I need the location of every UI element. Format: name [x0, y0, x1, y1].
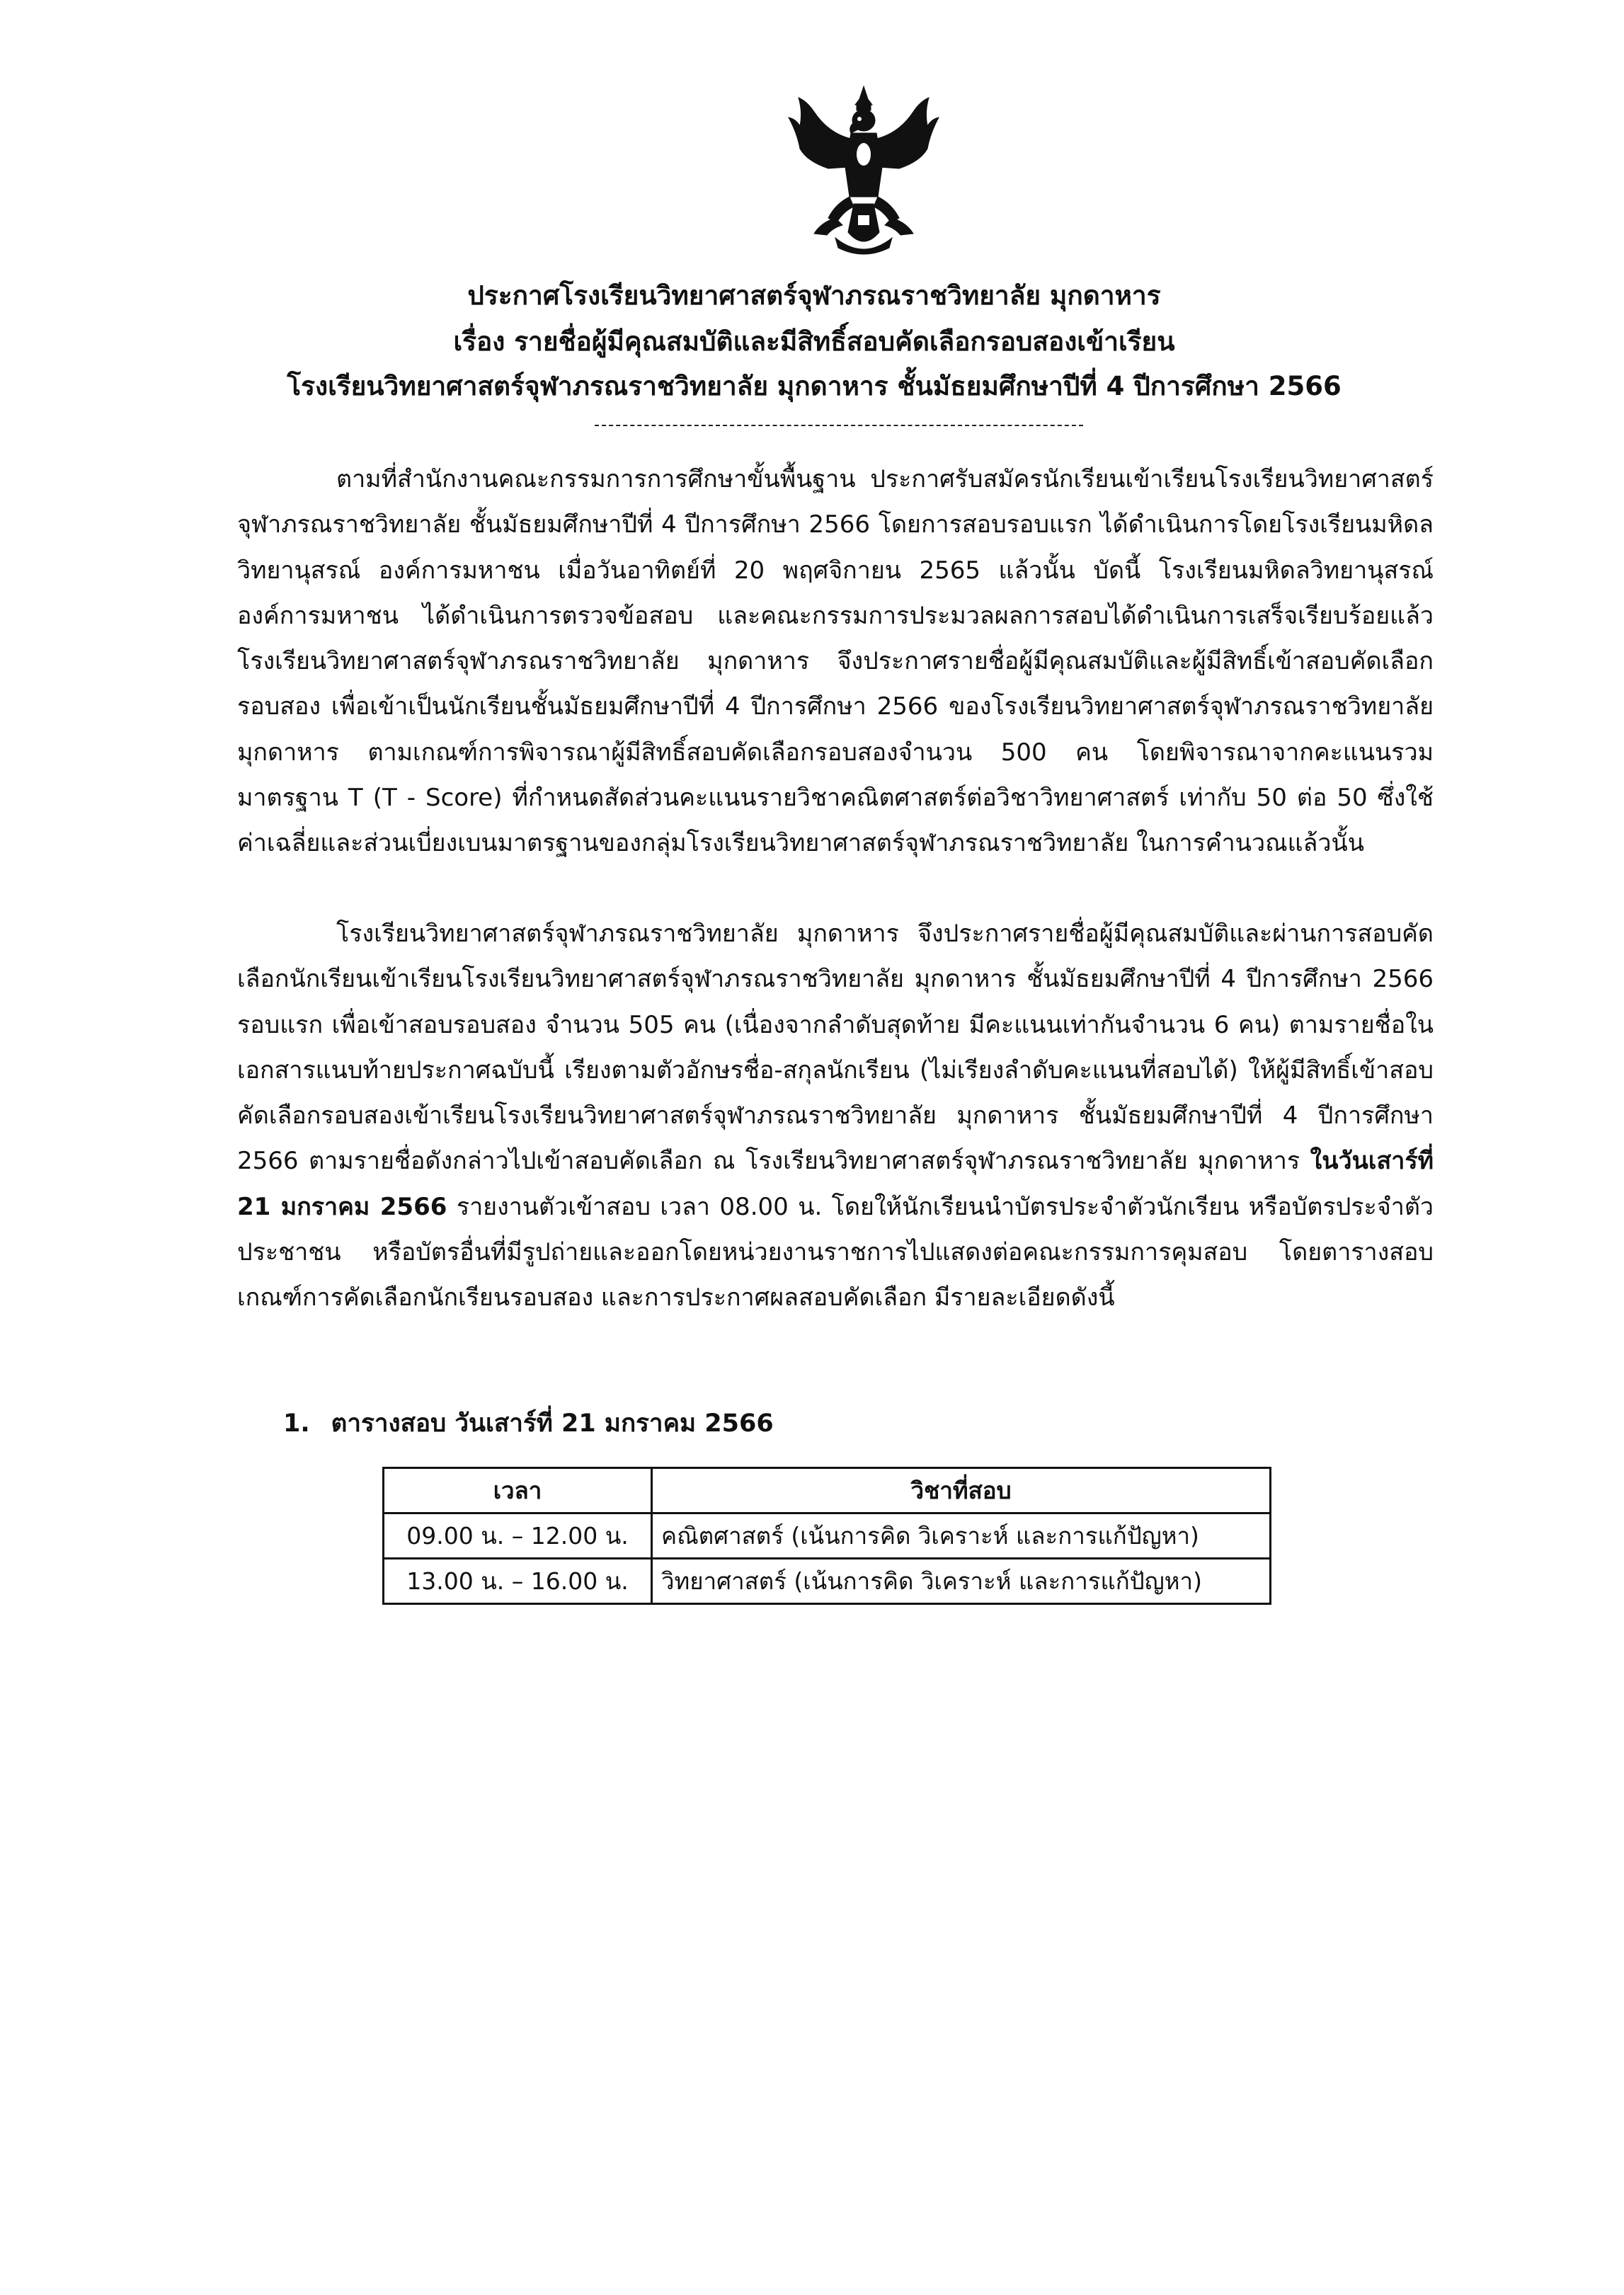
paragraph-2-text-a: โรงเรียนวิทยาศาสตร์จุฬาภรณราชวิทยาลัย มุกดาหาร จึงประกาศรายชื่อผู้มีคุณสมบัติและผ่านการสอบคัดเลือกนักเรียนเข้าเรียนโรงเรียนวิทยาศาสตร์จุฬาภรณราชวิทยาลัย มุกดาหาร ชั้นมัธยมศึกษาปีที่ 4 ปีการศึกษา 2566 รอบแรก เพื่อเข้าสอบรอบสอง จำนวน 505 คน (เนื่องจากลำดับสุดท้าย มีคะแนนเท่ากันจำนวน 6 คน) ตามรายชื่อในเอกสารแนบท้ายประกาศฉบับนี้ เรียงตามตัวอักษรชื่อ-สกุลนักเรียน (ไม่เรียงลำดับคะแนนที่สอบได้) ให้ผู้มีสิทธิ์เข้าสอบคัดเลือกรอบสองเข้าเรียนโรงเรียนวิทยาศาสตร์จุฬาภรณราชวิทยาลัย มุกดาหาร ชั้นมัธยมศึกษาปีที่ 4 ปีการศึกษา 2566 ตามรายชื่อดังกล่าวไปเข้าสอบคัดเลือก ณ โรงเรียนวิทยาศาสตร์จุฬาภรณราชวิทยาลัย มุกดาหาร: [237, 920, 1434, 1176]
announcement-school-level: โรงเรียนวิทยาศาสตร์จุฬาภรณราชวิทยาลัย มุกดาหาร ชั้นมัธยมศึกษาปีที่ 4 ปีการศึกษา 2566: [287, 371, 1342, 401]
header-time: เวลา: [384, 1468, 652, 1513]
announcement-subject: เรื่อง รายชื่อผู้มีคุณสมบัติและมีสิทธิ์สอบคัดเลือกรอบสองเข้าเรียน: [453, 326, 1175, 357]
row-time: 13.00 น. – 16.00 น.: [384, 1559, 652, 1604]
body-paragraph-1: ตามที่สำนักงานคณะกรรมการการศึกษาขั้นพื้นฐาน ประกาศรับสมัครนักเรียนเข้าเรียนโรงเรียนวิทยาศาสตร์จุฬาภรณราชวิทยาลัย ชั้นมัธยมศึกษาปีที่ 4 ปีการศึกษา 2566 โดยการสอบรอบแรก ได้ดำเนินการโดยโรงเรียนมหิดลวิทยานุสรณ์ องค์การมหาชน เมื่อวันอาทิตย์ที่ 20 พฤศจิกายน 2565 แล้วนั้น บัดนี้ โรงเรียนมหิดลวิทยานุสรณ์ องค์การมหาชน ได้ดำเนินการตรวจข้อสอบ และคณะกรรมการประมวลผลการสอบได้ดำเนินการเสร็จเรียบร้อยแล้ว โรงเรียนวิทยาศาสตร์จุฬาภรณราชวิทยาลัย มุกดาหาร จึงประกาศรายชื่อผู้มีคุณสมบัติและผู้มีสิทธิ์เข้าสอบคัดเลือกรอบสอง เพื่อเข้าเป็นนักเรียนชั้นมัธยมศึกษาปีที่ 4 ปีการศึกษา 2566 ของโรงเรียนวิทยาศาสตร์จุฬาภรณราชวิทยาลัย มุกดาหาร ตามเกณฑ์การพิจารณาผู้มีสิทธิ์สอบคัดเลือกรอบสองจำนวน 500 คน โดยพิจารณาจากคะแนนรวมมาตรฐาน T (T - Score) ที่กำหนดสัดส่วนคะแนนรายวิชาคณิตศาสตร์ต่อวิชาวิทยาศาสตร์ เท่ากับ 50 ต่อ 50 ซึ่งใช้ค่าเฉลี่ยและส่วนเบี่ยงเบนมาตรฐานของกลุ่มโรงเรียนวิทยาศาสตร์จุฬาภรณราชวิทยาลัย ในการคำนวณแล้วนั้น: [237, 465, 1434, 858]
table-row: [384, 1559, 1271, 1604]
section-1-title: ตารางสอบ วันเสาร์ที่ 21 มกราคม 2566: [331, 1409, 774, 1438]
table-row: [384, 1513, 1271, 1559]
header-subject: วิชาที่สอบ: [652, 1468, 1271, 1513]
exam-date-highlight: ในวันเสาร์ที่ 21 มกราคม 2566: [237, 1147, 1434, 1221]
body-paragraph-2: [237, 911, 1434, 1321]
row-subject: วิทยาศาสตร์ (เน้นการคิด วิเคราะห์ และการแก้ปัญหา): [652, 1559, 1271, 1604]
paragraph-2-text-b: รายงานตัวเข้าสอบ เวลา 08.00 น. โดยให้นักเรียนนำบัตรประจำตัวนักเรียน หรือบัตรประจำตัวประชาชน หรือบัตรอื่นที่มีรูปถ่ายและออกโดยหน่วยงานราชการไปแสดงต่อคณะกรรมการคุมสอบ โดยตารางสอบ เกณฑ์การคัดเลือกนักเรียนรอบสอง และการประกาศผลสอบคัดเลือก มีรายละเอียดดังนี้: [237, 1192, 1434, 1312]
heading-divider: [595, 425, 1083, 426]
garuda-emblem-icon: [786, 84, 942, 261]
section-1-number: 1.: [283, 1409, 310, 1438]
table-header-row: [384, 1468, 1271, 1513]
row-time: 09.00 น. – 12.00 น.: [384, 1513, 652, 1559]
announcement-title: ประกาศโรงเรียนวิทยาศาสตร์จุฬาภรณราชวิทยาลัย มุกดาหาร: [467, 280, 1161, 311]
row-subject: คณิตศาสตร์ (เน้นการคิด วิเคราะห์ และการแก้ปัญหา): [652, 1513, 1271, 1559]
exam-schedule-table: [382, 1467, 1271, 1605]
section-1-heading: [283, 1404, 774, 1443]
